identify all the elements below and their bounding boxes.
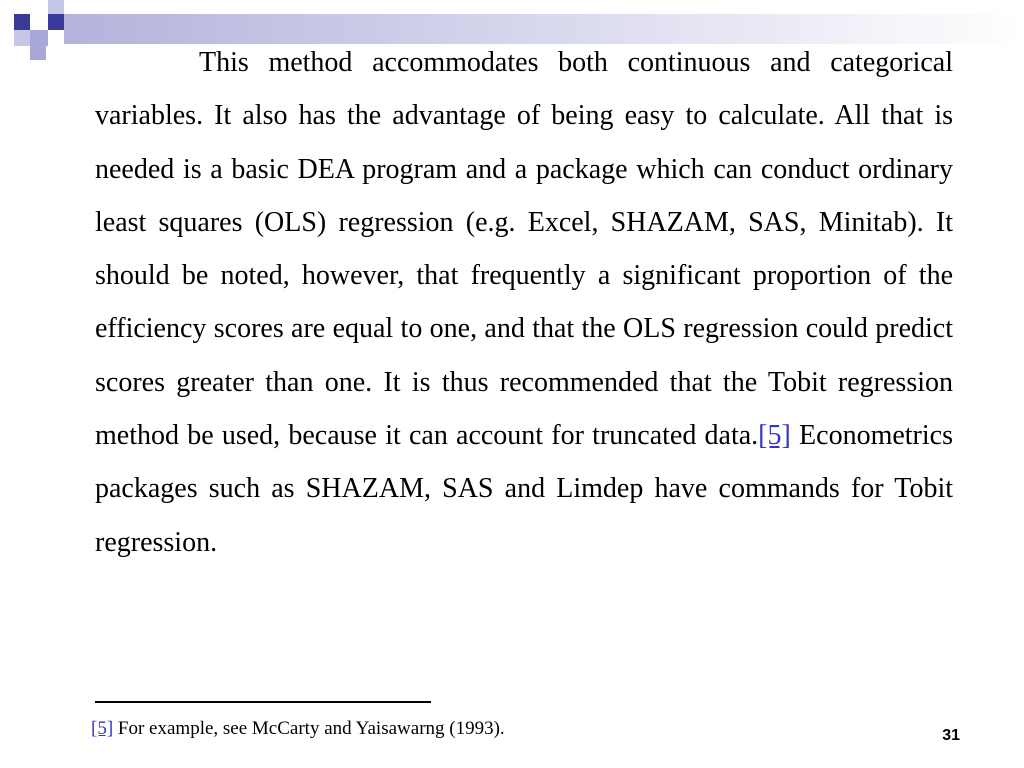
footnote	[91, 717, 505, 741]
deco-square	[48, 0, 64, 14]
body-text-part-2: Econometrics packages such as SHAZAM, SAS and Limdep have commands for Tobit regression.	[95, 420, 953, 558]
deco-square	[30, 30, 48, 46]
footnote-text: For example, see McCarty and Yaisawarng (1993).	[113, 718, 505, 739]
body-text-part-1: This method accommodates both continuous and categorical variables. It also has the advantage of being easy to calculate. All that is needed is a basic DEA program and a package which can conduct ordinary least squares (OLS) regression (e.g. Excel, SHAZAM, SAS, Minitab). It should be noted, however, that frequently a significant proportion of the efficiency scores are equal to one, and that the OLS regression could predict scores greater than one. It is thus recommended that the Tobit regression method be used, because it can account for truncated data.	[95, 47, 953, 452]
deco-square	[30, 46, 46, 60]
slide-body-text	[95, 36, 953, 569]
page-number: 31	[942, 727, 960, 744]
footnote-ref-link[interactable]: [5]	[758, 420, 791, 452]
deco-square	[48, 14, 64, 30]
footnote-ref-anchor[interactable]: [5]	[91, 718, 114, 739]
deco-square	[14, 30, 30, 46]
footnote-divider	[95, 701, 431, 703]
deco-square	[14, 14, 30, 30]
